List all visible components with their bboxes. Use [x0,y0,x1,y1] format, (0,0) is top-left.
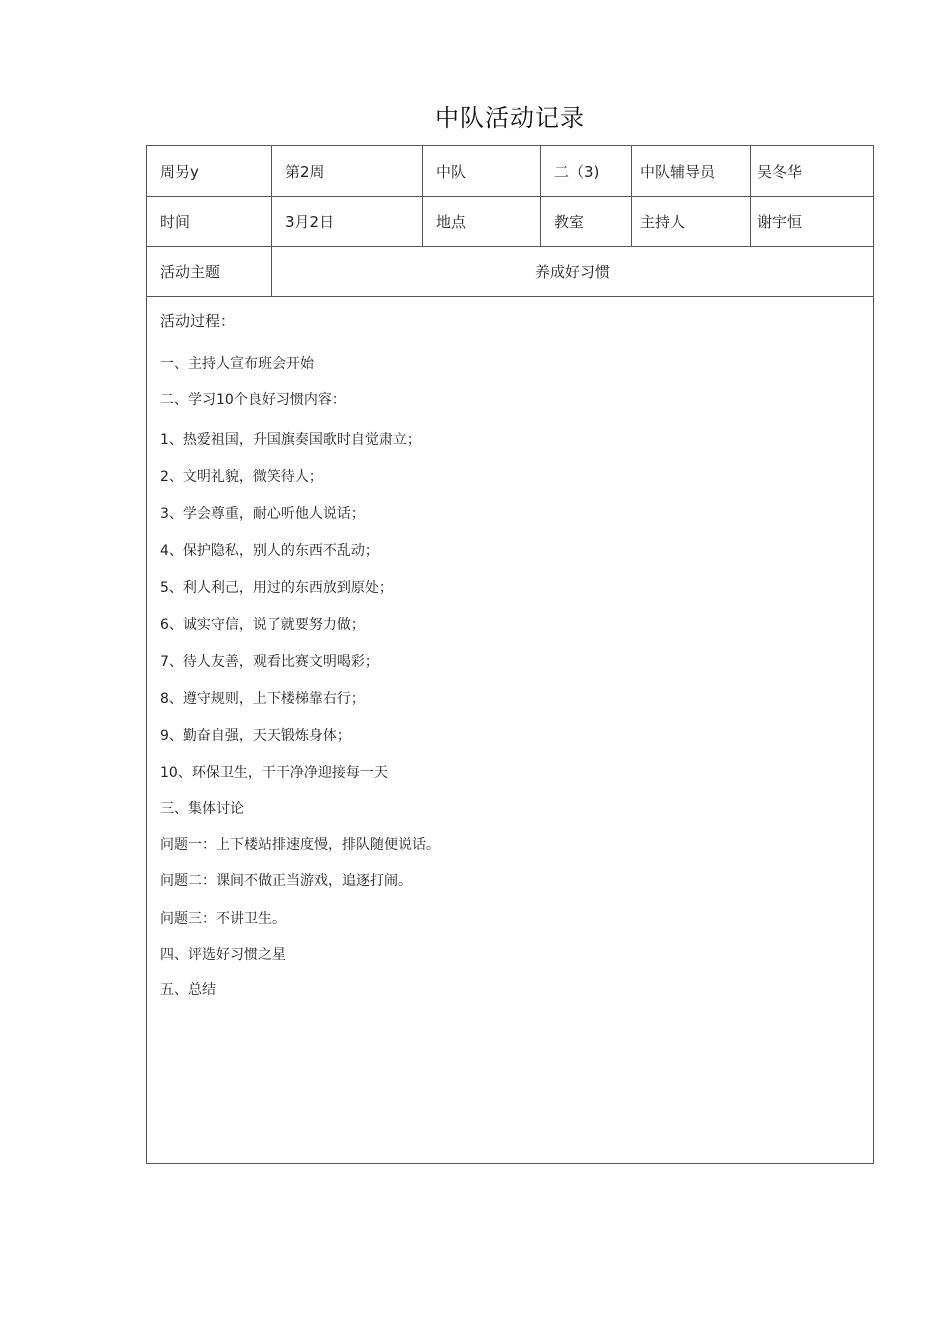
time-label: 时间 [147,197,272,247]
theme-value: 养成好习惯 [272,247,874,297]
squad-value: 二（3) [541,146,632,197]
activity-record-table [146,145,874,1164]
host-value: 谢宇恒 [751,197,874,247]
place-label: 地点 [423,197,541,247]
table-row-process [147,297,874,1164]
process-heading: 活动过程： [160,312,236,330]
process-line: 6、诚实守信，说了就要努力做； [160,617,365,633]
process-line: 7、待人友善，观看比赛文明喝彩； [160,654,379,670]
host-label: 主持人 [632,197,751,247]
table-row-time [147,197,874,247]
week-label: 周另y [147,146,272,197]
theme-label: 活动主题 [147,247,272,297]
process-line: 一、主持人宣布班会开始 [160,356,314,372]
week-value: 第2周 [272,146,423,197]
counselor-label: 中队辅导员 [632,146,751,197]
page-title: 中队活动记录 [435,104,585,132]
process-line: 二、学习10个良好习惯内容： [160,392,346,408]
process-line: 2、文明礼貌，微笑待人； [160,469,323,485]
process-line: 四、评选好习惯之星 [160,947,286,963]
process-line: 问题二：课间不做正当游戏，追逐打闹。 [160,873,412,889]
process-line: 问题三：不讲卫生。 [160,911,286,927]
process-line: 10、环保卫生，干干净净迎接每一天 [160,765,388,781]
process-line: 1、热爱祖国，升国旗奏国歌时自觉肃立； [160,432,421,448]
counselor-value: 吴冬华 [751,146,874,197]
process-cell [147,297,874,1164]
process-line: 五、总结 [160,982,216,998]
process-line: 三、集体讨论 [160,801,244,817]
process-line: 4、保护隐私，别人的东西不乱动； [160,543,379,559]
process-line: 3、学会尊重，耐心听他人说话； [160,506,365,522]
squad-label: 中队 [423,146,541,197]
process-line: 8、遵守规则，上下楼梯靠右行； [160,691,365,707]
table-row-theme [147,247,874,297]
time-value: 3月2日 [272,197,423,247]
table-row-week [147,146,874,197]
process-line: 5、利人利己，用过的东西放到原处； [160,580,393,596]
place-value: 教室 [541,197,632,247]
process-line: 问题一：上下楼站排速度慢，排队随便说话。 [160,837,440,853]
process-line: 9、勤奋自强，天天锻炼身体； [160,728,351,744]
